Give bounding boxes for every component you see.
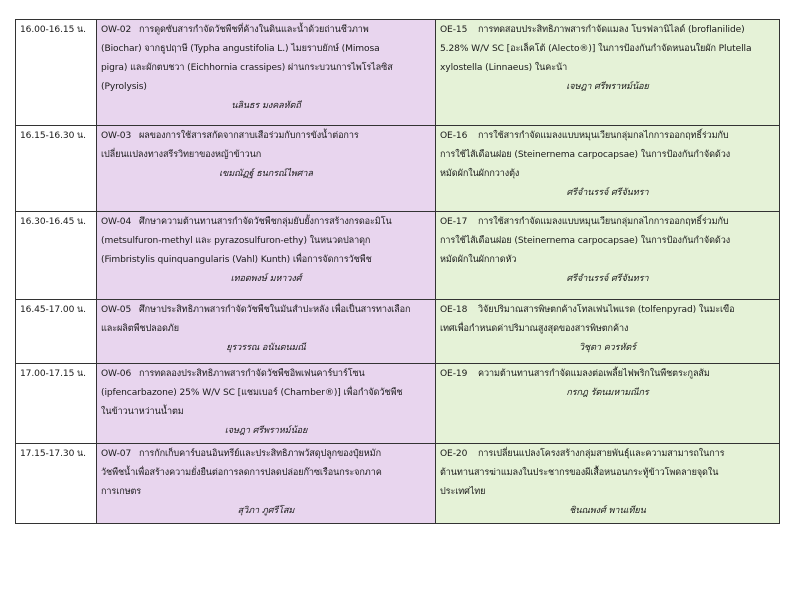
ow-presentation-cell — [97, 212, 436, 300]
presentation-code: OE-17 — [440, 217, 468, 227]
presentation-title-line — [101, 365, 431, 384]
presentation-title-line: และผลิตพืชปลอดภัย — [101, 324, 179, 334]
presentation-code: OE-16 — [440, 131, 468, 141]
presentation-code: OW-07 — [101, 449, 132, 459]
schedule-row — [16, 212, 780, 300]
time-slot: 16.30-16.45 น. — [16, 212, 97, 300]
presentation-title-line — [101, 21, 431, 40]
presentation-title-line — [440, 365, 775, 384]
schedule-body — [16, 20, 780, 524]
presentation-title-text: การใช้สารกำจัดแมลงแบบหมุนเวียนกลุ่มกลไกการออกฤทธิ์ร่วมกับ — [478, 217, 729, 227]
schedule-row — [16, 364, 780, 444]
presentation-title-line — [440, 445, 775, 464]
oe-presentation-cell — [436, 364, 780, 444]
presenter-name: เขมณัฏฐ์ ธนกรณ์ไพศาล — [219, 169, 313, 179]
presentation-title-line: หมัดผักในผักกวางตุ้ง — [440, 169, 520, 179]
ow-presentation-cell — [97, 126, 436, 212]
presenter-name: ศรีจำนรรจ์ ศรีจันทรา — [566, 188, 649, 198]
presenter-name: วิชุตา ควรหัตร์ — [579, 343, 636, 353]
presentation-code: OW-05 — [101, 305, 132, 315]
presentation-title-text: การทดลองประสิทธิภาพสารกำจัดวัชพืชอิพเฟนคาร์บาร์โซน — [139, 369, 365, 379]
presentation-title-text: การกักเก็บคาร์บอนอินทรีย์และประสิทธิภาพวัสดุปลูกของปุ๋ยหมัก — [139, 449, 381, 459]
presentation-title-line: ในข้าวนาหว่านน้ำตม — [101, 407, 184, 417]
presenter-name: นลินธร มงคลหัตถี — [231, 101, 301, 111]
presentation-title-line: เทศเพื่อกำหนดค่าปริมาณสูงสุดของสารพิษตกค้าง — [440, 324, 629, 334]
presentation-title-line — [101, 127, 431, 146]
presentation-title-line — [440, 213, 775, 232]
presentation-title-line: การใช้ไส้เดือนฝอย (Steinernema carpocapsae) ในการป้องกันกำจัดด้วง — [440, 236, 731, 246]
presentation-title-line — [101, 445, 431, 464]
presentation-title-line — [101, 301, 431, 320]
schedule-row — [16, 20, 780, 126]
presentation-title-line: 5.28% W/V SC [อะเล็คโต้ (Alecto®)] ในการป้องกันกำจัดหนอนใยผัก Plutella — [440, 44, 752, 54]
ow-presentation-cell — [97, 300, 436, 364]
presentation-title-line: (Biochar) จากธูปฤาษี (Typha angustifolia L.) ไมยราบยักษ์ (Mimosa — [101, 44, 380, 54]
ow-presentation-cell — [97, 20, 436, 126]
presentation-title-line: (Pyrolysis) — [101, 82, 147, 92]
presenter-name: ยุรวรรณ อนันตนมณี — [226, 343, 306, 353]
presentation-code: OE-15 — [440, 25, 468, 35]
schedule-row — [16, 444, 780, 524]
presentation-title-line — [440, 21, 775, 40]
time-slot: 16.00-16.15 น. — [16, 20, 97, 126]
presentation-title-line: (metsulfuron-methyl และ pyrazosulfuron-ethy) ในหนวดปลาดุก — [101, 236, 371, 246]
presentation-code: OE-19 — [440, 369, 468, 379]
presentation-title-line: เปลี่ยนแปลงทางสรีรวิทยาของหญ้าข้าวนก — [101, 150, 262, 160]
presentation-title-text: การเปลี่ยนแปลงโครงสร้างกลุ่มสายพันธุ์และความสามารถในการ — [478, 449, 725, 459]
presentation-code: OW-04 — [101, 217, 132, 227]
presentation-title-text: ความต้านทานสารกำจัดแมลงต่อเพลี้ยไฟพริกในพืชตระกูลส้ม — [478, 369, 710, 379]
presentation-title-text: การใช้สารกำจัดแมลงแบบหมุนเวียนกลุ่มกลไกการออกฤทธิ์ร่วมกับ — [478, 131, 729, 141]
presentation-title-line: ประเทศไทย — [440, 487, 486, 497]
time-slot: 17.15-17.30 น. — [16, 444, 97, 524]
presentation-title-line — [440, 301, 775, 320]
presentation-title-line: ต้านทานสารฆ่าแมลงในประชากรของผีเสื้อหนอนกระทู้ข้าวโพดลายจุดใน — [440, 468, 719, 478]
presentation-title-line: หมัดผักในผักกาดหัว — [440, 255, 517, 265]
presentation-title-line: การใช้ไส้เดือนฝอย (Steinernema carpocapsae) ในการป้องกันกำจัดด้วง — [440, 150, 731, 160]
presentation-title-line — [440, 127, 775, 146]
time-slot: 16.45-17.00 น. — [16, 300, 97, 364]
ow-presentation-cell — [97, 364, 436, 444]
oe-presentation-cell — [436, 20, 780, 126]
oe-presentation-cell — [436, 444, 780, 524]
presenter-name: เจษฎา ศรีพราหม์น้อย — [224, 426, 308, 436]
ow-presentation-cell — [97, 444, 436, 524]
presentation-title-text: ศึกษาความต้านทานสารกำจัดวัชพืชกลุ่มยับยั้งการสร้างกรดอะมิโน — [139, 217, 392, 227]
oe-presentation-cell — [436, 126, 780, 212]
presentation-title-text: ผลของการใช้สารสกัดจากสาบเสือร่วมกับการขังน้ำต่อการ — [139, 131, 359, 141]
presentation-title-line: (Fimbristylis quinquangularis (Vahl) Kunth) เพื่อการจัดการวัชพืช — [101, 255, 372, 265]
time-slot: 16.15-16.30 น. — [16, 126, 97, 212]
presentation-code: OW-02 — [101, 25, 132, 35]
time-slot: 17.00-17.15 น. — [16, 364, 97, 444]
presentation-title-text: วิจัยปริมาณสารพิษตกค้างโทลเฟนไพแรด (tolfenpyrad) ในมะเขือ — [478, 305, 735, 315]
presentation-title-text: การทดสอบประสิทธิภาพสารกำจัดแมลง โบรฟลานิไลด์ (broflanilide) — [478, 25, 745, 35]
presentation-title-text: ศึกษาประสิทธิภาพสารกำจัดวัชพืชในมันสำปะหลัง เพื่อเป็นสารทางเลือก — [139, 305, 411, 315]
presentation-code: OW-03 — [101, 131, 132, 141]
presentation-code: OW-06 — [101, 369, 132, 379]
presenter-name: กรกฎ รัตนมหามณีกร — [566, 388, 649, 398]
presenter-name: สุวิภา ภูศรีโสม — [237, 506, 295, 516]
oe-presentation-cell — [436, 300, 780, 364]
presentation-title-line: การเกษตร — [101, 487, 142, 497]
presenter-name: เจษฎา ศรีพราหม์น้อย — [566, 82, 649, 92]
presenter-name: ศรีจำนรรจ์ ศรีจันทรา — [566, 274, 649, 284]
presentation-title-line: pigra) และผักตบชวา (Eichhornia crassipes) ผ่านกระบวนการไพโรไลซิส — [101, 63, 393, 73]
presentation-code: OE-18 — [440, 305, 468, 315]
presentation-title-line: xylostella (Linnaeus) ในคะน้า — [440, 63, 568, 73]
schedule-row — [16, 300, 780, 364]
presentation-title-line: (ipfencarbazone) 25% W/V SC [แชมเบอร์ (Chamber®)] เพื่อกำจัดวัชพืช — [101, 388, 403, 398]
presenter-name: ชินณพงศ์ พานเทียน — [569, 506, 646, 516]
presentation-title-text: การดูดซับสารกำจัดวัชพืชที่ค้างในดินและน้ำด้วยถ่านชีวภาพ — [139, 25, 369, 35]
schedule-row — [16, 126, 780, 212]
presentation-code: OE-20 — [440, 449, 468, 459]
session-schedule-table — [15, 19, 780, 524]
presenter-name: เทอดพงษ์ มหาวงศ์ — [230, 274, 302, 284]
oe-presentation-cell — [436, 212, 780, 300]
presentation-title-line: วัชพืชน้ำเพื่อสร้างความยั่งยืนต่อการลดการปลดปล่อยก๊าซเรือนกระจกภาค — [101, 468, 382, 478]
presentation-title-line — [101, 213, 431, 232]
